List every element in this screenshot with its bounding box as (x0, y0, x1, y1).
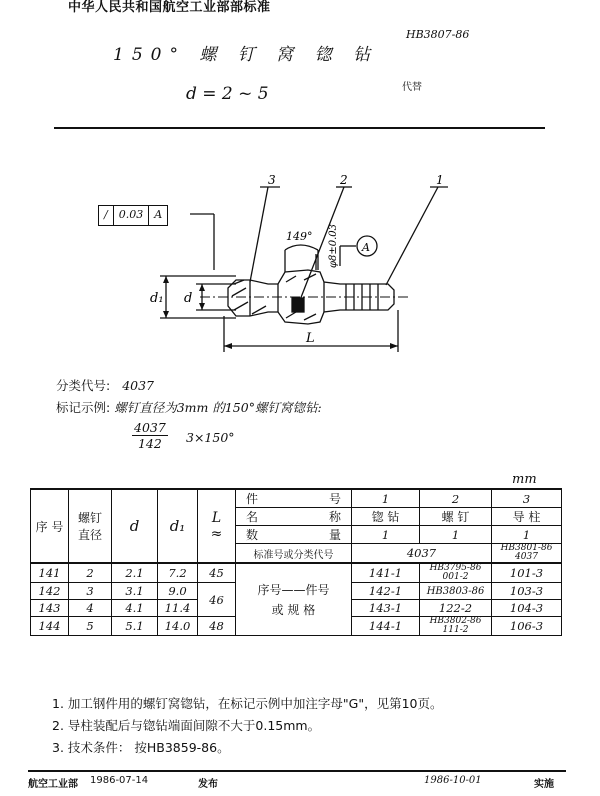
std-3-line-b: 4037 (515, 552, 538, 562)
row-d: 2.1 (112, 563, 158, 583)
document-title: 150° 螺 钉 窝 锪 钻 (113, 45, 378, 65)
class-code-value: 4037 (122, 378, 155, 393)
qty-3: 1 (492, 526, 562, 544)
row-name-label (236, 508, 352, 526)
unit-label: mm (512, 472, 537, 487)
row-part3: 103-3 (492, 583, 562, 600)
row-part3: 101-3 (492, 563, 562, 583)
row-d1: 11.4 (158, 600, 198, 617)
row-seq: 144 (31, 617, 69, 636)
spec-table (30, 488, 562, 636)
standard-organization: 中华人民共和国航空工业部部标准 (68, 0, 271, 15)
row-seq: 142 (31, 583, 69, 600)
diameter-label: φ8±0.03 (328, 223, 339, 268)
header-L (198, 489, 236, 563)
row-part2-a: HB3795-86 (429, 563, 482, 573)
row-qty-label-b: 量 (328, 528, 341, 542)
row-qty-label-a: 数 (246, 528, 259, 542)
qty-1: 1 (352, 526, 420, 544)
row-screw: 4 (69, 600, 112, 617)
row-screw: 5 (69, 617, 112, 636)
header-L-letter: L (211, 510, 222, 526)
marking-example-line (56, 398, 322, 416)
row-d1: 14.0 (158, 617, 198, 636)
row-name-label-a: 名 (246, 510, 259, 524)
row-d1: 9.0 (158, 583, 198, 600)
effective-date: 1986-10-01 (424, 775, 482, 786)
row-d: 5.1 (112, 617, 158, 636)
qty-2: 1 (420, 526, 492, 544)
fraction-tail: 3×150° (186, 430, 235, 445)
row-name-label-b: 称 (328, 510, 341, 524)
effective-label: 实施 (534, 779, 554, 790)
row-L-merged: 46 (198, 583, 236, 617)
row-qty-label (236, 526, 352, 544)
row-part-label (236, 489, 352, 508)
fraction-numerator: 4037 (134, 420, 166, 435)
header-d1: d₁ (158, 489, 198, 563)
row-part2: HB3803-86 (420, 583, 492, 600)
note-3: 3. 技术条件： 按HB3859-86。 (52, 740, 230, 755)
row-d: 4.1 (112, 600, 158, 617)
size-range: d = 2 ~ 5 (186, 84, 269, 104)
header-screw: 螺钉直径 (69, 489, 112, 563)
row-std-label: 标准号或分类代号 (236, 544, 352, 564)
datum-label: A (362, 241, 370, 254)
marking-fraction (132, 420, 168, 451)
issuer: 航空工业部 (28, 779, 78, 790)
tool-drawing (0, 160, 600, 370)
seq-spec-label (236, 563, 352, 636)
row-part2-a: HB3802-86 (429, 616, 482, 626)
row-d: 3.1 (112, 583, 158, 600)
row-part2: 122-2 (420, 600, 492, 617)
class-code-label: 分类代号: (56, 378, 111, 393)
tolerance-datum: A (154, 208, 163, 221)
row-part1: 142-1 (352, 583, 420, 600)
row-part2 (420, 617, 492, 636)
name-3: 导 柱 (492, 508, 562, 526)
callout-3: 3 (268, 173, 276, 187)
row-screw: 2 (69, 563, 112, 583)
row-L: 45 (198, 563, 236, 583)
runout-symbol: / (99, 206, 114, 225)
part-3: 3 (492, 489, 562, 508)
issued-label: 发布 (198, 779, 218, 790)
row-seq: 143 (31, 600, 69, 617)
row-part1: 143-1 (352, 600, 420, 617)
row-part1: 141-1 (352, 563, 420, 583)
dim-L: L (306, 331, 315, 346)
part-2: 2 (420, 489, 492, 508)
callout-1: 1 (436, 173, 444, 187)
fraction-denominator: 142 (137, 436, 162, 451)
name-2: 螺 钉 (420, 508, 492, 526)
row-part1: 144-1 (352, 617, 420, 636)
tolerance-value: 0.03 (114, 206, 150, 225)
row-d1: 7.2 (158, 563, 198, 583)
marking-example-label: 标记示例: (56, 400, 111, 415)
angle-label: 149° (286, 230, 313, 243)
std-3 (492, 544, 562, 564)
note-1: 1. 加工钢件用的螺钉窝锪钻，在标记示例中加注字母"G"，见第10页。 (52, 696, 443, 711)
header-seq: 序 号 (31, 489, 69, 563)
seq-label: 序号——件号 (257, 582, 330, 597)
std-3-line-a: HB3801-86 (500, 543, 553, 553)
standard-code: HB3807-86 (406, 28, 470, 41)
name-1: 锪 钻 (352, 508, 420, 526)
dim-d1: d₁ (150, 291, 164, 306)
class-code-line (56, 376, 154, 394)
issued-date: 1986-07-14 (90, 775, 149, 786)
header-rule (54, 127, 545, 129)
marking-example-text: 螺钉直径为3mm 的150°螺钉窝锪钻: (114, 400, 322, 415)
table-row (31, 563, 562, 583)
row-part3: 104-3 (492, 600, 562, 617)
row-seq: 141 (31, 563, 69, 583)
row-part2 (420, 563, 492, 583)
spec-label: 或 规 格 (271, 602, 316, 617)
row-part3: 106-3 (492, 617, 562, 636)
row-part-label-a: 件 (246, 492, 259, 506)
header-L-approx: ≈ (210, 526, 223, 542)
row-screw: 3 (69, 583, 112, 600)
row-L: 48 (198, 617, 236, 636)
row-part-label-b: 号 (328, 492, 341, 506)
std-1-2: 4037 (352, 544, 492, 564)
part-1: 1 (352, 489, 420, 508)
row-part2-b: 111-2 (442, 625, 469, 635)
note-2: 2. 导柱装配后与锪钻端面间隙不大于0.15mm。 (52, 718, 321, 733)
header-d: d (112, 489, 158, 563)
callout-2: 2 (340, 173, 348, 187)
footer-rule (28, 770, 566, 772)
row-part2-b: 001-2 (442, 572, 469, 582)
dim-d: d (184, 291, 193, 306)
replaces-label: 代替 (402, 82, 422, 93)
